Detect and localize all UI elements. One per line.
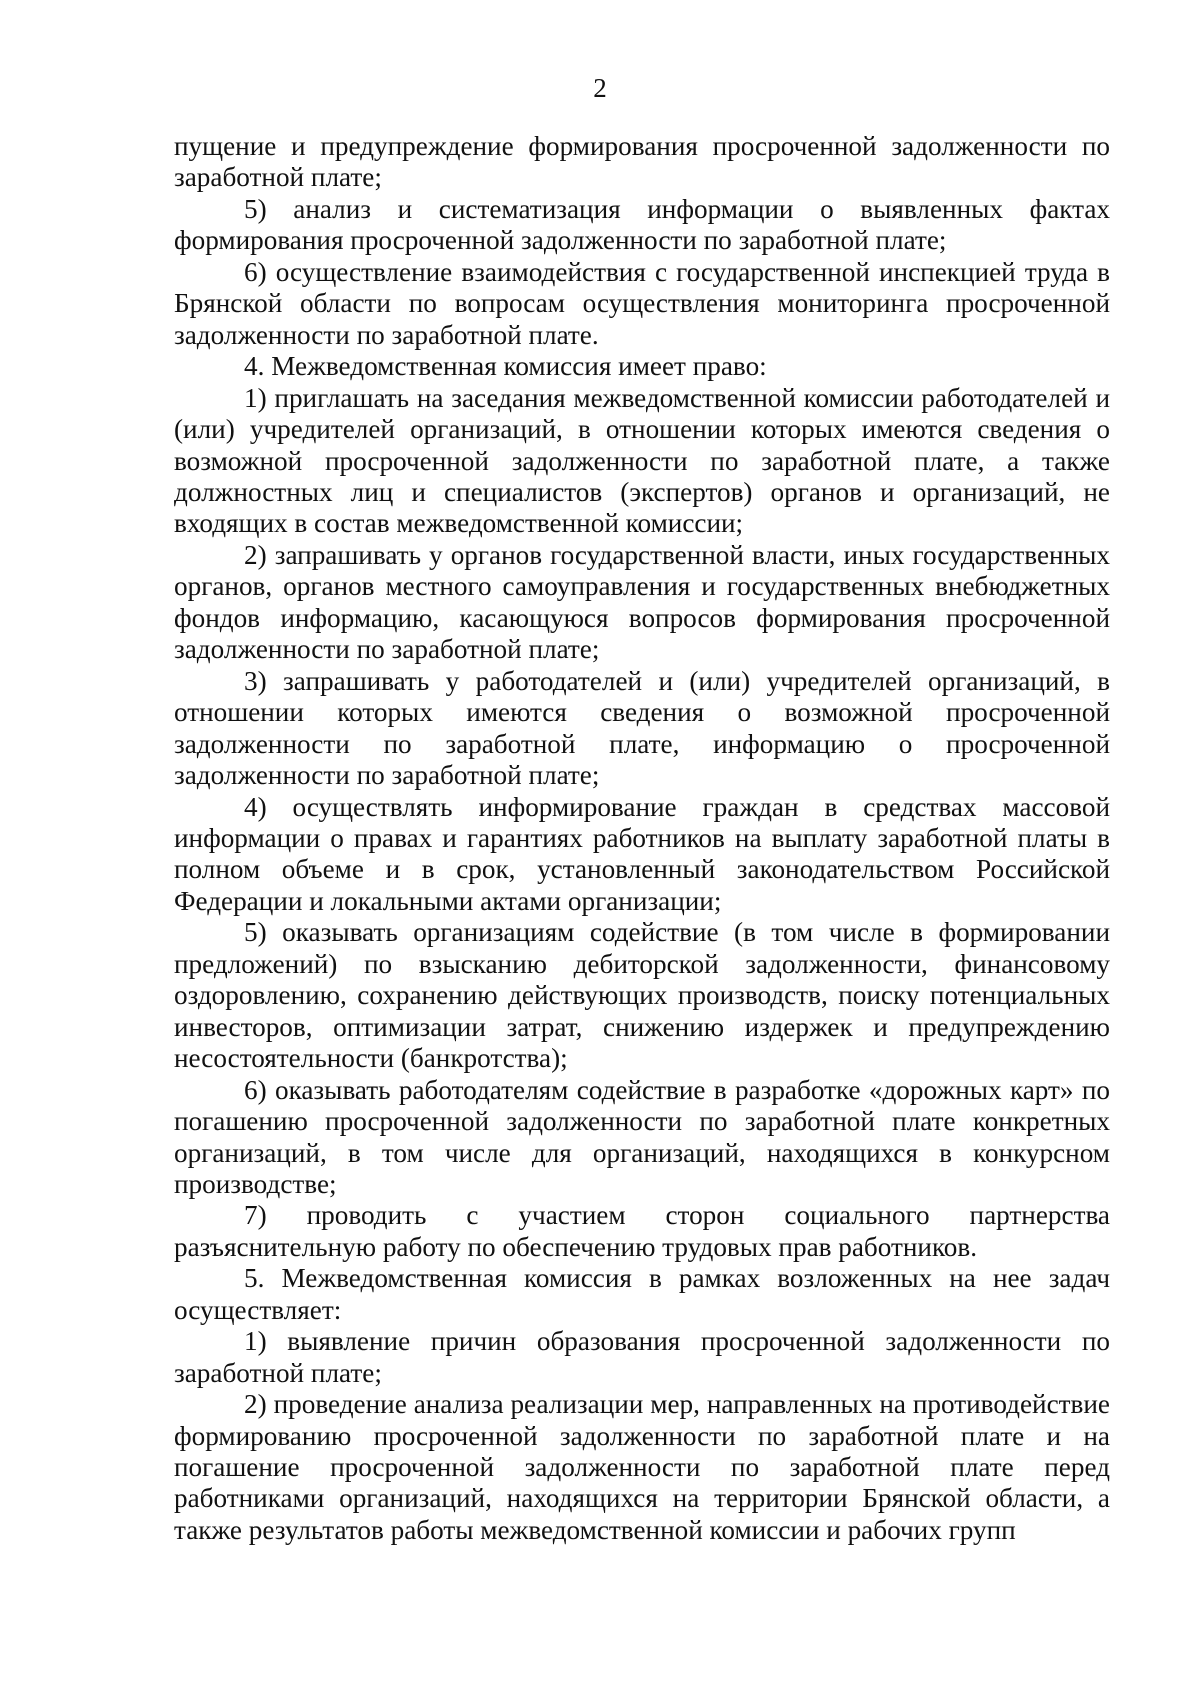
paragraph: 7) проводить с участием сторон социального партнерства разъяснительную работу по обеспечению трудовых прав работников. [174, 1200, 1110, 1262]
paragraph: 5) оказывать организациям содействие (в том числе в формировании предложений) по взысканию дебиторской задолженности, финансовому оздоровлению, сохранению действующих производств, поиску потенциальных инвесторов, оптимизации затрат, снижению издержек и предупреждению несостоятельности (банкротства); [174, 917, 1110, 1074]
paragraph: 6) оказывать работодателям содействие в разработке «дорожных карт» по погашению просроченной задолженности по заработной плате конкретных организаций, в том числе для организаций, находящихся в конкурсном производстве; [174, 1074, 1110, 1199]
paragraph: 5) анализ и систематизация информации о выявленных фактах формирования просроченной задолженности по заработной плате; [174, 193, 1110, 256]
paragraph: 1) выявление причин образования просроченной задолженности по заработной плате; [174, 1326, 1110, 1388]
page-number: 2 [593, 73, 607, 103]
paragraph: 3) запрашивать у работодателей и (или) учредителей организаций, в отношении которых имеются сведения о возможной просроченной задолженности по заработной плате, информацию о просроченной задолженности по заработной плате; [174, 665, 1110, 791]
paragraph: 1) приглашать на заседания межведомственной комиссии работодателей и (или) учредителей организаций, в отношении которых имеются сведения о возможной просроченной задолженности по заработной плате, а также должностных лиц и специалистов (экспертов) органов и организаций, не входящих в состав межведомственной комиссии; [174, 382, 1110, 539]
paragraph: 2) запрашивать у органов государственной власти, иных государственных органов, органов местного самоуправления и государственных внебюджетных фондов информацию, касающуюся вопросов формирования просроченной задолженности по заработной плате; [174, 539, 1110, 665]
paragraph: 4) осуществлять информирование граждан в средствах массовой информации о правах и гарантиях работников на выплату заработной платы в полном объеме и в срок, установленный законодательством Российской Федерации и локальными актами организации; [174, 791, 1110, 916]
paragraph: 6) осуществление взаимодействия с государственной инспекцией труда в Брянской области по вопросам осуществления мониторинга просроченной задолженности по заработной плате. [174, 256, 1110, 350]
paragraph: 4. Межведомственная комиссия имеет право: [244, 351, 767, 382]
paragraph: 2) проведение анализа реализации мер, направленных на противодействие формированию просроченной задолженности по заработной плате и на погашение просроченной задолженности по заработной плате перед работниками организаций, находящихся на территории Брянской области, а также результатов работы межведомственной комиссии и рабочих групп [174, 1389, 1110, 1545]
paragraph: 5. Межведомственная комиссия в рамках возложенных на нее задач осуществляет: [174, 1263, 1110, 1325]
paragraph: пущение и предупреждение формирования просроченной задолженности по заработной плате; [174, 131, 1110, 193]
document-body [174, 131, 1110, 1546]
